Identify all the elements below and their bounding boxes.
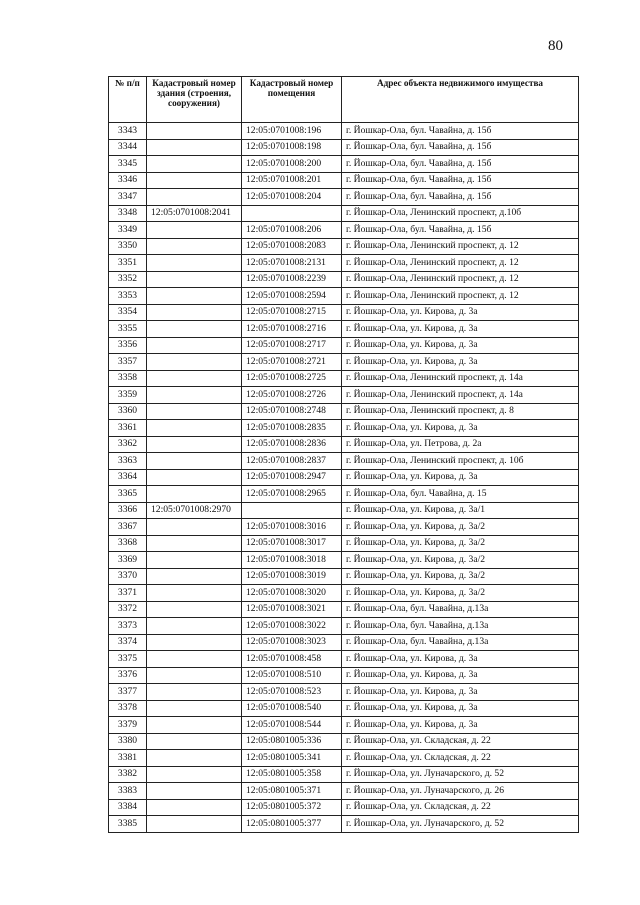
premises-number-cell: 12:05:0701008:2239 (242, 271, 342, 288)
premises-number-cell: 12:05:0701008:544 (242, 717, 342, 734)
address-cell: г. Йошкар-Ола, ул. Луначарского, д. 52 (342, 816, 579, 833)
table-row (109, 733, 579, 750)
building-number-cell (147, 766, 242, 783)
premises-number-cell: 12:05:0701008:2721 (242, 354, 342, 371)
premises-number-cell: 12:05:0701008:2947 (242, 469, 342, 486)
building-number-cell (147, 519, 242, 536)
building-number-cell (147, 651, 242, 668)
table-row (109, 123, 579, 140)
table-row (109, 288, 579, 305)
address-cell: г. Йошкар-Ола, бул. Чавайна, д. 15б (342, 123, 579, 140)
building-number-cell (147, 552, 242, 569)
row-number-cell: 3348 (109, 205, 147, 222)
row-number-cell: 3356 (109, 337, 147, 354)
building-number-cell: 12:05:0701008:2970 (147, 502, 242, 519)
address-cell: г. Йошкар-Ола, ул. Кирова, д. 3а (342, 304, 579, 321)
row-number-cell: 3352 (109, 271, 147, 288)
row-number-cell: 3351 (109, 255, 147, 272)
address-cell: г. Йошкар-Ола, ул. Кирова, д. 3а (342, 354, 579, 371)
table-row (109, 700, 579, 717)
building-number-cell (147, 717, 242, 734)
row-number-cell: 3373 (109, 618, 147, 635)
address-cell: г. Йошкар-Ола, Ленинский проспект, д. 10б (342, 453, 579, 470)
table-row (109, 651, 579, 668)
row-number-cell: 3371 (109, 585, 147, 602)
address-cell: г. Йошкар-Ола, Ленинский проспект, д. 12 (342, 255, 579, 272)
premises-number-cell: 12:05:0801005:371 (242, 783, 342, 800)
premises-number-cell: 12:05:0801005:336 (242, 733, 342, 750)
table-row (109, 667, 579, 684)
building-number-cell (147, 618, 242, 635)
premises-number-cell: 12:05:0801005:372 (242, 799, 342, 816)
building-number-cell (147, 535, 242, 552)
table-row (109, 552, 579, 569)
table-row (109, 304, 579, 321)
building-number-cell (147, 601, 242, 618)
table-row (109, 172, 579, 189)
table-row (109, 255, 579, 272)
table-row (109, 189, 579, 206)
building-number-cell (147, 156, 242, 173)
table-row (109, 469, 579, 486)
row-number-cell: 3343 (109, 123, 147, 140)
header-address: Адрес объекта недвижимого имущества (342, 77, 579, 123)
header-building-cadastral-number: Кадастровый номер здания (строения, сооружения) (147, 77, 242, 123)
building-number-cell (147, 139, 242, 156)
premises-number-cell: 12:05:0701008:2748 (242, 403, 342, 420)
row-number-cell: 3383 (109, 783, 147, 800)
premises-number-cell: 12:05:0701008:3022 (242, 618, 342, 635)
address-cell: г. Йошкар-Ола, Ленинский проспект, д. 8 (342, 403, 579, 420)
cadastral-register-table (108, 76, 579, 833)
address-cell: г. Йошкар-Ола, бул. Чавайна, д.13а (342, 618, 579, 635)
address-cell: г. Йошкар-Ола, Ленинский проспект, д. 12 (342, 271, 579, 288)
premises-number-cell: 12:05:0701008:198 (242, 139, 342, 156)
address-cell: г. Йошкар-Ола, ул. Складская, д. 22 (342, 750, 579, 767)
row-number-cell: 3353 (109, 288, 147, 305)
row-number-cell: 3363 (109, 453, 147, 470)
building-number-cell (147, 634, 242, 651)
table-row (109, 535, 579, 552)
premises-number-cell: 12:05:0701008:2131 (242, 255, 342, 272)
table-row (109, 684, 579, 701)
page-number: 80 (548, 38, 563, 54)
table-row (109, 634, 579, 651)
building-number-cell (147, 816, 242, 833)
address-cell: г. Йошкар-Ола, бул. Чавайна, д.13а (342, 634, 579, 651)
table-row (109, 387, 579, 404)
premises-number-cell: 12:05:0701008:458 (242, 651, 342, 668)
table-row (109, 139, 579, 156)
premises-number-cell: 12:05:0701008:2716 (242, 321, 342, 338)
address-cell: г. Йошкар-Ола, ул. Кирова, д. 3а (342, 667, 579, 684)
table-row (109, 420, 579, 437)
address-cell: г. Йошкар-Ола, ул. Кирова, д. 3а (342, 651, 579, 668)
address-cell: г. Йошкар-Ола, бул. Чавайна, д. 15б (342, 139, 579, 156)
row-number-cell: 3347 (109, 189, 147, 206)
address-cell: г. Йошкар-Ола, Ленинский проспект, д. 14а (342, 370, 579, 387)
table-row (109, 271, 579, 288)
address-cell: г. Йошкар-Ола, бул. Чавайна, д. 15б (342, 156, 579, 173)
building-number-cell (147, 321, 242, 338)
row-number-cell: 3368 (109, 535, 147, 552)
premises-number-cell: 12:05:0701008:2725 (242, 370, 342, 387)
address-cell: г. Йошкар-Ола, ул. Луначарского, д. 52 (342, 766, 579, 783)
table-row (109, 486, 579, 503)
row-number-cell: 3367 (109, 519, 147, 536)
address-cell: г. Йошкар-Ола, бул. Чавайна, д.13а (342, 601, 579, 618)
building-number-cell (147, 337, 242, 354)
table-row (109, 205, 579, 222)
premises-number-cell: 12:05:0701008:2083 (242, 238, 342, 255)
premises-number-cell: 12:05:0701008:3021 (242, 601, 342, 618)
address-cell: г. Йошкар-Ола, ул. Кирова, д. 3а (342, 469, 579, 486)
building-number-cell (147, 783, 242, 800)
table-row (109, 750, 579, 767)
address-cell: г. Йошкар-Ола, ул. Петрова, д. 2а (342, 436, 579, 453)
table-row (109, 337, 579, 354)
premises-number-cell: 12:05:0701008:206 (242, 222, 342, 239)
table-row (109, 618, 579, 635)
premises-number-cell: 12:05:0701008:3017 (242, 535, 342, 552)
row-number-cell: 3350 (109, 238, 147, 255)
premises-number-cell: 12:05:0701008:2837 (242, 453, 342, 470)
building-number-cell (147, 238, 242, 255)
table-row (109, 222, 579, 239)
premises-number-cell: 12:05:0801005:341 (242, 750, 342, 767)
building-number-cell (147, 255, 242, 272)
building-number-cell (147, 172, 242, 189)
row-number-cell: 3375 (109, 651, 147, 668)
row-number-cell: 3378 (109, 700, 147, 717)
table-row (109, 816, 579, 833)
row-number-cell: 3379 (109, 717, 147, 734)
row-number-cell: 3384 (109, 799, 147, 816)
table-body (109, 123, 579, 833)
row-number-cell: 3361 (109, 420, 147, 437)
building-number-cell (147, 667, 242, 684)
address-cell: г. Йошкар-Ола, ул. Кирова, д. 3а/2 (342, 519, 579, 536)
row-number-cell: 3359 (109, 387, 147, 404)
row-number-cell: 3355 (109, 321, 147, 338)
building-number-cell (147, 123, 242, 140)
building-number-cell (147, 304, 242, 321)
table-row (109, 453, 579, 470)
premises-number-cell: 12:05:0701008:2594 (242, 288, 342, 305)
premises-number-cell: 12:05:0701008:200 (242, 156, 342, 173)
table-row (109, 585, 579, 602)
header-row-number: № п/п (109, 77, 147, 123)
address-cell: г. Йошкар-Ола, бул. Чавайна, д. 15б (342, 172, 579, 189)
address-cell: г. Йошкар-Ола, Ленинский проспект, д.10б (342, 205, 579, 222)
premises-number-cell: 12:05:0701008:2835 (242, 420, 342, 437)
building-number-cell (147, 403, 242, 420)
building-number-cell (147, 271, 242, 288)
table-row (109, 601, 579, 618)
table-row (109, 436, 579, 453)
building-number-cell (147, 469, 242, 486)
table-row (109, 238, 579, 255)
row-number-cell: 3385 (109, 816, 147, 833)
premises-number-cell: 12:05:0701008:3016 (242, 519, 342, 536)
address-cell: г. Йошкар-Ола, бул. Чавайна, д. 15б (342, 222, 579, 239)
building-number-cell (147, 288, 242, 305)
row-number-cell: 3357 (109, 354, 147, 371)
address-cell: г. Йошкар-Ола, Ленинский проспект, д. 12 (342, 238, 579, 255)
premises-number-cell: 12:05:0701008:2836 (242, 436, 342, 453)
address-cell: г. Йошкар-Ола, ул. Кирова, д. 3а (342, 700, 579, 717)
premises-number-cell: 12:05:0701008:3018 (242, 552, 342, 569)
table-row (109, 783, 579, 800)
premises-number-cell: 12:05:0701008:3019 (242, 568, 342, 585)
building-number-cell (147, 700, 242, 717)
row-number-cell: 3381 (109, 750, 147, 767)
premises-number-cell: 12:05:0701008:540 (242, 700, 342, 717)
premises-number-cell: 12:05:0701008:196 (242, 123, 342, 140)
row-number-cell: 3380 (109, 733, 147, 750)
row-number-cell: 3354 (109, 304, 147, 321)
address-cell: г. Йошкар-Ола, ул. Кирова, д. 3а (342, 684, 579, 701)
address-cell: г. Йошкар-Ола, ул. Кирова, д. 3а/2 (342, 568, 579, 585)
row-number-cell: 3345 (109, 156, 147, 173)
building-number-cell (147, 436, 242, 453)
premises-number-cell: 12:05:0701008:3020 (242, 585, 342, 602)
row-number-cell: 3360 (109, 403, 147, 420)
building-number-cell (147, 568, 242, 585)
table-row (109, 502, 579, 519)
premises-number-cell: 12:05:0701008:2717 (242, 337, 342, 354)
building-number-cell (147, 189, 242, 206)
row-number-cell: 3349 (109, 222, 147, 239)
address-cell: г. Йошкар-Ола, бул. Чавайна, д. 15б (342, 189, 579, 206)
row-number-cell: 3374 (109, 634, 147, 651)
building-number-cell (147, 354, 242, 371)
building-number-cell (147, 684, 242, 701)
building-number-cell (147, 486, 242, 503)
premises-number-cell: 12:05:0701008:3023 (242, 634, 342, 651)
row-number-cell: 3376 (109, 667, 147, 684)
table-row (109, 403, 579, 420)
row-number-cell: 3366 (109, 502, 147, 519)
premises-number-cell: 12:05:0701008:2726 (242, 387, 342, 404)
address-cell: г. Йошкар-Ола, ул. Складская, д. 22 (342, 733, 579, 750)
table-row (109, 321, 579, 338)
building-number-cell (147, 453, 242, 470)
row-number-cell: 3362 (109, 436, 147, 453)
address-cell: г. Йошкар-Ола, ул. Кирова, д. 3а/1 (342, 502, 579, 519)
table-row (109, 799, 579, 816)
row-number-cell: 3358 (109, 370, 147, 387)
building-number-cell (147, 733, 242, 750)
building-number-cell (147, 370, 242, 387)
table-row (109, 370, 579, 387)
row-number-cell: 3365 (109, 486, 147, 503)
table-header-row (109, 77, 579, 123)
table-row (109, 354, 579, 371)
row-number-cell: 3344 (109, 139, 147, 156)
address-cell: г. Йошкар-Ола, ул. Кирова, д. 3а (342, 420, 579, 437)
table-row (109, 766, 579, 783)
building-number-cell (147, 420, 242, 437)
row-number-cell: 3364 (109, 469, 147, 486)
table-row (109, 717, 579, 734)
premises-number-cell: 12:05:0701008:201 (242, 172, 342, 189)
premises-number-cell (242, 502, 342, 519)
address-cell: г. Йошкар-Ола, Ленинский проспект, д. 14а (342, 387, 579, 404)
premises-number-cell: 12:05:0801005:358 (242, 766, 342, 783)
header-premises-cadastral-number: Кадастровый номер помещения (242, 77, 342, 123)
address-cell: г. Йошкар-Ола, ул. Кирова, д. 3а/2 (342, 535, 579, 552)
building-number-cell (147, 750, 242, 767)
table-row (109, 519, 579, 536)
premises-number-cell: 12:05:0801005:377 (242, 816, 342, 833)
row-number-cell: 3372 (109, 601, 147, 618)
premises-number-cell: 12:05:0701008:2965 (242, 486, 342, 503)
premises-number-cell (242, 205, 342, 222)
premises-number-cell: 12:05:0701008:204 (242, 189, 342, 206)
row-number-cell: 3377 (109, 684, 147, 701)
table-row (109, 156, 579, 173)
building-number-cell (147, 222, 242, 239)
address-cell: г. Йошкар-Ола, ул. Складская, д. 22 (342, 799, 579, 816)
address-cell: г. Йошкар-Ола, ул. Кирова, д. 3а (342, 337, 579, 354)
address-cell: г. Йошкар-Ола, ул. Кирова, д. 3а/2 (342, 552, 579, 569)
building-number-cell: 12:05:0701008:2041 (147, 205, 242, 222)
premises-number-cell: 12:05:0701008:510 (242, 667, 342, 684)
address-cell: г. Йошкар-Ола, ул. Кирова, д. 3а (342, 717, 579, 734)
address-cell: г. Йошкар-Ола, ул. Луначарского, д. 26 (342, 783, 579, 800)
building-number-cell (147, 799, 242, 816)
premises-number-cell: 12:05:0701008:2715 (242, 304, 342, 321)
table-row (109, 568, 579, 585)
address-cell: г. Йошкар-Ола, ул. Кирова, д. 3а (342, 321, 579, 338)
row-number-cell: 3369 (109, 552, 147, 569)
address-cell: г. Йошкар-Ола, Ленинский проспект, д. 12 (342, 288, 579, 305)
row-number-cell: 3382 (109, 766, 147, 783)
address-cell: г. Йошкар-Ола, ул. Кирова, д. 3а/2 (342, 585, 579, 602)
address-cell: г. Йошкар-Ола, бул. Чавайна, д. 15 (342, 486, 579, 503)
row-number-cell: 3370 (109, 568, 147, 585)
building-number-cell (147, 585, 242, 602)
building-number-cell (147, 387, 242, 404)
premises-number-cell: 12:05:0701008:523 (242, 684, 342, 701)
row-number-cell: 3346 (109, 172, 147, 189)
